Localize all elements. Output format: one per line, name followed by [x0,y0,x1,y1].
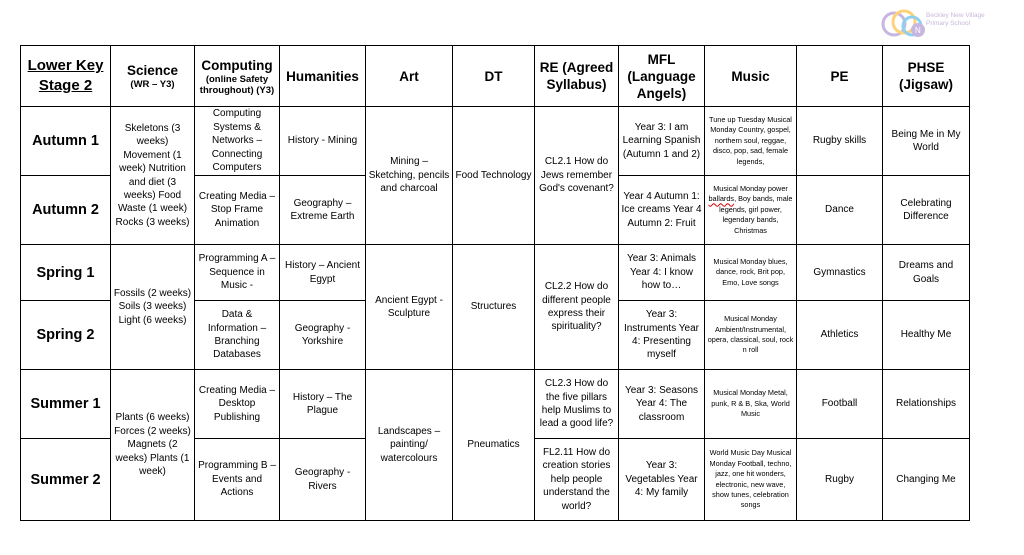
phse-cell: Celebrating Difference [883,176,970,245]
humanities-cell: Geography - Rivers [280,439,366,521]
art-spring: Ancient Egypt - Sculpture [366,245,453,370]
header-row [21,46,970,107]
term-label: Spring 2 [21,301,111,370]
pe-cell: Football [797,370,883,439]
computing-cell: Data & Information – Branching Databases [195,301,280,370]
art-summer: Landscapes – painting/ watercolours [366,370,453,521]
re-spring: CL2.2 How do different people express their spirituality? [535,245,619,370]
dt-spring: Structures [453,245,535,370]
col-music: Music [705,46,797,107]
music-cell: Musical Monday blues, dance, rock, Brit pop, Emo, Love songs [705,245,797,301]
col-dt: DT [453,46,535,107]
col-science: Science (WR – Y3) [111,46,195,107]
mfl-cell: Year 3: Seasons Year 4: The classroom [619,370,705,439]
mfl-cell: Year 3: Instruments Year 4: Presenting myself [619,301,705,370]
music-cell: Tune up Tuesday Musical Monday Country, gospel, northern soul, reggae, disco, pop, sad, female legends, [705,107,797,176]
pe-cell: Athletics [797,301,883,370]
col-phse: PHSE (Jigsaw) [883,46,970,107]
col-art: Art [366,46,453,107]
science-spring: Fossils (2 weeks) Soils (3 weeks) Light (6 weeks) [111,245,195,370]
pe-cell: Dance [797,176,883,245]
term-label: Summer 2 [21,439,111,521]
term-label: Summer 1 [21,370,111,439]
col-computing: Computing (online Safety throughout) (Y3) [195,46,280,107]
computing-cell: Programming A – Sequence in Music - [195,245,280,301]
re-autumn: CL2.1 How do Jews remember God's covenant? [535,107,619,245]
mfl-cell: Year 3: I am Learning Spanish (Autumn 1 and 2) [619,107,705,176]
phse-cell: Changing Me [883,439,970,521]
humanities-cell: Geography – Extreme Earth [280,176,366,245]
school-name: Beckley New Village Primary School [926,12,985,27]
humanities-cell: History – The Plague [280,370,366,439]
humanities-cell: Geography - Yorkshire [280,301,366,370]
phse-cell: Relationships [883,370,970,439]
computing-cell: Programming B – Events and Actions [195,439,280,521]
dt-summer: Pneumatics [453,370,535,521]
term-label: Autumn 1 [21,107,111,176]
mfl-cell: Year 4 Autumn 1: Ice creams Year 4 Autumn 2: Fruit [619,176,705,245]
music-cell: Musical Monday Ambient/Instrumental, opera, classical, soul, rock n roll [705,301,797,370]
misspelled-word: ballards [708,194,735,204]
music-cell: Musical Monday Metal, punk, R & B, Ska, World Music [705,370,797,439]
mfl-cell: Year 3: Vegetables Year 4: My family [619,439,705,521]
term-label: Autumn 2 [21,176,111,245]
curriculum-table [20,45,970,521]
computing-cell: Creating Media – Desktop Publishing [195,370,280,439]
science-summer: Plants (6 weeks) Forces (2 weeks) Magnets (2 weeks) Plants (1 week) [111,370,195,521]
music-cell: Musical Monday power ballards, Boy bands, male legends, girl power, legendary bands, Christmas [705,176,797,245]
humanities-cell: History – Ancient Egypt [280,245,366,301]
music-cell: World Music Day Musical Monday Football, techno, jazz, one hit wonders, electronic, new wave, show tunes, celebration songs [705,439,797,521]
pe-cell: Gymnastics [797,245,883,301]
row-spring-1 [21,245,970,301]
term-label: Spring 1 [21,245,111,301]
col-pe: PE [797,46,883,107]
art-autumn: Mining – Sketching, pencils and charcoal [366,107,453,245]
re-summer-2: FL2.11 How do creation stories help people understand the world? [535,439,619,521]
col-humanities: Humanities [280,46,366,107]
phse-cell: Being Me in My World [883,107,970,176]
row-summer-1 [21,370,970,439]
science-autumn: Skeletons (3 weeks) Movement (1 week) Nutrition and diet (3 weeks) Food Waste (1 week) Rocks (3 weeks) [111,107,195,245]
mfl-cell: Year 3: Animals Year 4: I know how to… [619,245,705,301]
phse-cell: Dreams and Goals [883,245,970,301]
pe-cell: Rugby [797,439,883,521]
computing-cell: Computing Systems & Networks – Connecting Computers [195,107,280,176]
col-re: RE (Agreed Syllabus) [535,46,619,107]
row-autumn-1 [21,107,970,176]
svg-text:N: N [915,26,921,35]
humanities-cell: History - Mining [280,107,366,176]
key-stage-title: Lower Key Stage 2 [21,46,111,107]
pe-cell: Rugby skills [797,107,883,176]
re-summer-1: CL2.3 How do the five pillars help Muslims to lead a good life? [535,370,619,439]
dt-autumn: Food Technology [453,107,535,245]
col-mfl: MFL (Language Angels) [619,46,705,107]
phse-cell: Healthy Me [883,301,970,370]
computing-cell: Creating Media – Stop Frame Animation [195,176,280,245]
